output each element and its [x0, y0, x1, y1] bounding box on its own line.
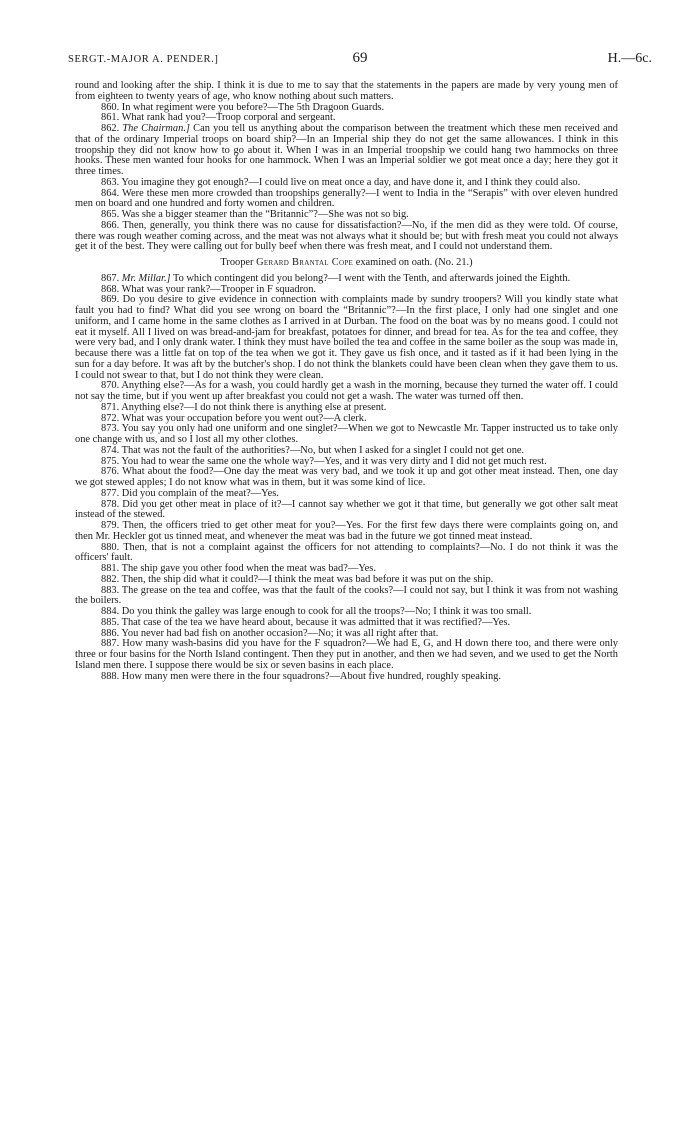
question-text: Anything else?—I do not think there is anything else at present.	[121, 401, 387, 413]
page-number: 69	[352, 50, 368, 66]
question-number: 871.	[101, 401, 120, 413]
question-text: Were these men more crowded than troopships generally?—I went to India in the “Serapis” with over eleven hundred men on board and one hundred and forty women and children.	[75, 187, 618, 210]
witness-heading	[75, 258, 618, 269]
question-text: Did you complain of the meat?—Yes.	[121, 487, 279, 499]
speaker-name: The Chairman.]	[122, 123, 190, 134]
question-number: 888.	[101, 670, 120, 682]
witness-suffix: examined on oath. (No. 21.)	[355, 257, 473, 268]
page-header	[68, 50, 652, 72]
question-paragraph	[75, 672, 618, 683]
question-number: 883.	[101, 584, 120, 596]
question-text: Was she a bigger steamer than the “Britannic”?—She was not so big.	[121, 209, 409, 220]
question-text: You never had bad fish on another occasion?—No; it was all right after that.	[121, 627, 439, 639]
question-text: Do you think the galley was large enough to cook for all the troops?—No; I think it was too small.	[121, 606, 532, 617]
document-reference: H.—6c.	[607, 51, 652, 66]
speaker-name: Mr. Millar.]	[121, 272, 171, 284]
question-number: 875.	[101, 455, 120, 467]
question-number: 882.	[101, 573, 120, 585]
question-paragraph	[75, 500, 618, 522]
question-text: Did you get other meat in place of it?—I cannot say whether we got it that time, but generally we got other salt meat instead of the stewed.	[75, 498, 618, 521]
evidence-block-cope	[75, 274, 618, 683]
question-number: 861.	[101, 112, 120, 124]
question-text: You imagine they got enough?—I could live on meat once a day, and have done it, and I think they could also.	[121, 176, 581, 188]
question-number: 879.	[101, 520, 120, 531]
question-text: Then, that is not a complaint against the officers for not attending to complaints?—No. I do not think it was the officers' fault.	[75, 541, 618, 564]
question-number: 864.	[101, 187, 120, 199]
question-text: Do you desire to give evidence in connection with complaints made by sundry troopers? Will you kindly state what fault you had to find? What did you see wrong on board the “Britannic”?—In the first place, I only had one singlet and one uniform, and I came home in the same clothes as I arrived in at Durban. The food on the boat was by no means good. I could not eat it myself. All I lived on was bread-and-jam for breakfast, potatoes for dinner, and bread for tea. As for the tea and coffee, they were very bad, and I only drank water. I think they must have boiled the tea and coffee in the same boiler as the soup was made in, because there was a little fat on top of the tea when we got it. They gave us fish once, and it tasted as if it had been lying in the sun for a day before. It was aft by the butcher's shop. I do not think the blankets could have been clean when they gave them to us. I could not swear to that, but I do not think they were clean.	[75, 294, 618, 381]
question-text: How many wash-basins did you have for the F squadron?—We had E, G, and H down there too, and there were only three or four basins for the North Island contingent. Then they put in another, and then we had seven, and we used to get the North Island men there. I suppose there would be six or seven basins in each place.	[75, 638, 618, 671]
question-text: That case of the tea we have heard about, because it was admitted that it was rectified?—Yes.	[121, 616, 511, 628]
question-text: You say you only had one uniform and one singlet?—When we got to Newcastle Mr. Tapper instructed us to take only one change with us, and so I lost all my other clothes.	[75, 423, 618, 445]
question-paragraph	[75, 295, 618, 381]
witness-prefix: Trooper	[220, 257, 254, 268]
question-number: 881.	[101, 563, 120, 574]
question-number: 873.	[101, 423, 120, 435]
question-number: 884.	[101, 606, 120, 617]
question-paragraph	[75, 221, 618, 253]
question-text: Anything else?—As for a wash, you could hardly get a wash in the morning, because they turned the water off. I could not say the time, but if you went up after breakfast you could not get a wash. The water was turned off then.	[75, 380, 618, 402]
question-paragraph	[75, 424, 618, 446]
question-number: 880.	[101, 541, 120, 553]
question-text: You had to wear the same one the whole way?—Yes, and it was very dirty and I did not get much rest.	[121, 455, 547, 467]
question-text: Then, the ship did what it could?—I think the meat was bad before it was put on the ship.	[121, 573, 494, 585]
question-number: 867.	[101, 272, 120, 284]
question-number: 862.	[101, 123, 120, 134]
question-text: What was your rank?—Trooper in F squadron.	[121, 283, 317, 295]
question-text: Then, generally, you think there was no cause for dissatisfaction?—No, if the men did as they were told. Of course, there was rough weather coming across, and the meat was not always what it should be; but with fresh meat you could not always get it of the best. They were calling out for bully beef when there was fresh meat, and I could not understand them.	[75, 219, 618, 253]
question-number: 870.	[101, 380, 120, 392]
question-text: How many men were there in the four squadrons?—About five hundred, roughly speaking.	[121, 670, 501, 682]
question-paragraph	[75, 381, 618, 403]
question-number: 863.	[101, 176, 120, 188]
question-number: 876.	[101, 466, 120, 478]
question-paragraph	[75, 189, 618, 211]
question-number: 885.	[101, 616, 120, 628]
question-number: 887.	[101, 638, 120, 650]
question-text: Can you tell us anything about the comparison between the treatment which these men received and that of the ordinary Imperial troops on board ship?—In an Imperial ship they do not get the same allowances. I think in this troopship they did not know how to go about it. When I was in an Imperial troopship we could hang two hammocks on three hooks. These men wanted four hooks for one hammock. When I was an Imperial soldier we got meat once a day; here they got it three times.	[75, 123, 618, 177]
question-number: 865.	[101, 209, 120, 220]
header-witness-name: SERGT.-MAJOR A. PENDER.]	[68, 54, 219, 65]
question-paragraph	[75, 467, 618, 489]
question-paragraph	[75, 586, 618, 608]
question-text: To which contingent did you belong?—I went with the Tenth, and afterwards joined the Eighth.	[173, 272, 571, 284]
question-text: What about the food?—One day the meat was very bad, and we took it up and got other meat instead. Then, one day we got stewed apples; I do not know what was in them, but it was some kind of lice.	[75, 466, 618, 488]
question-paragraph	[75, 639, 618, 671]
question-number: 860.	[101, 101, 120, 113]
question-number: 878.	[101, 498, 120, 510]
question-text: The grease on the tea and coffee, was that the fault of the cooks?—I could not say, but I think it was from not washing the boilers.	[75, 584, 618, 607]
question-text: The ship gave you other food when the meat was bad?—Yes.	[121, 563, 376, 574]
question-paragraph	[75, 521, 618, 543]
question-text: Then, the officers tried to get other meat for you?—Yes. For the first few days there were complaints going on, and then Mr. Heckler got us tinned meat, and whenever the meat was bad in the future we got tinned meat instead.	[75, 520, 618, 542]
question-number: 868.	[101, 283, 120, 295]
question-text: That was not the fault of the authorities?—No, but when I asked for a singlet I could not get one.	[121, 444, 525, 456]
witness-name: Gerard Brantal Cope	[256, 257, 354, 268]
question-paragraph	[75, 543, 618, 565]
question-text: What was your occupation before you went out?—A clerk.	[121, 412, 367, 424]
evidence-text	[75, 81, 618, 682]
question-number: 886.	[101, 627, 120, 639]
question-number: 866.	[101, 219, 120, 231]
question-text: What rank had you?—Troop corporal and sergeant.	[121, 112, 336, 124]
question-number: 869.	[101, 294, 120, 306]
continuation-paragraph: round and looking after the ship. I think it is due to me to say that the statements in the papers are made by very young men of from eighteen to twenty years of age, who know nothing about such matters.	[75, 80, 618, 102]
question-paragraph	[75, 124, 618, 178]
question-number: 877.	[101, 487, 120, 499]
question-number: 874.	[101, 444, 120, 456]
evidence-block-pender	[75, 103, 618, 254]
question-text: In what regiment were you before?—The 5th Dragoon Guards.	[121, 101, 385, 113]
question-number: 872.	[101, 412, 120, 424]
